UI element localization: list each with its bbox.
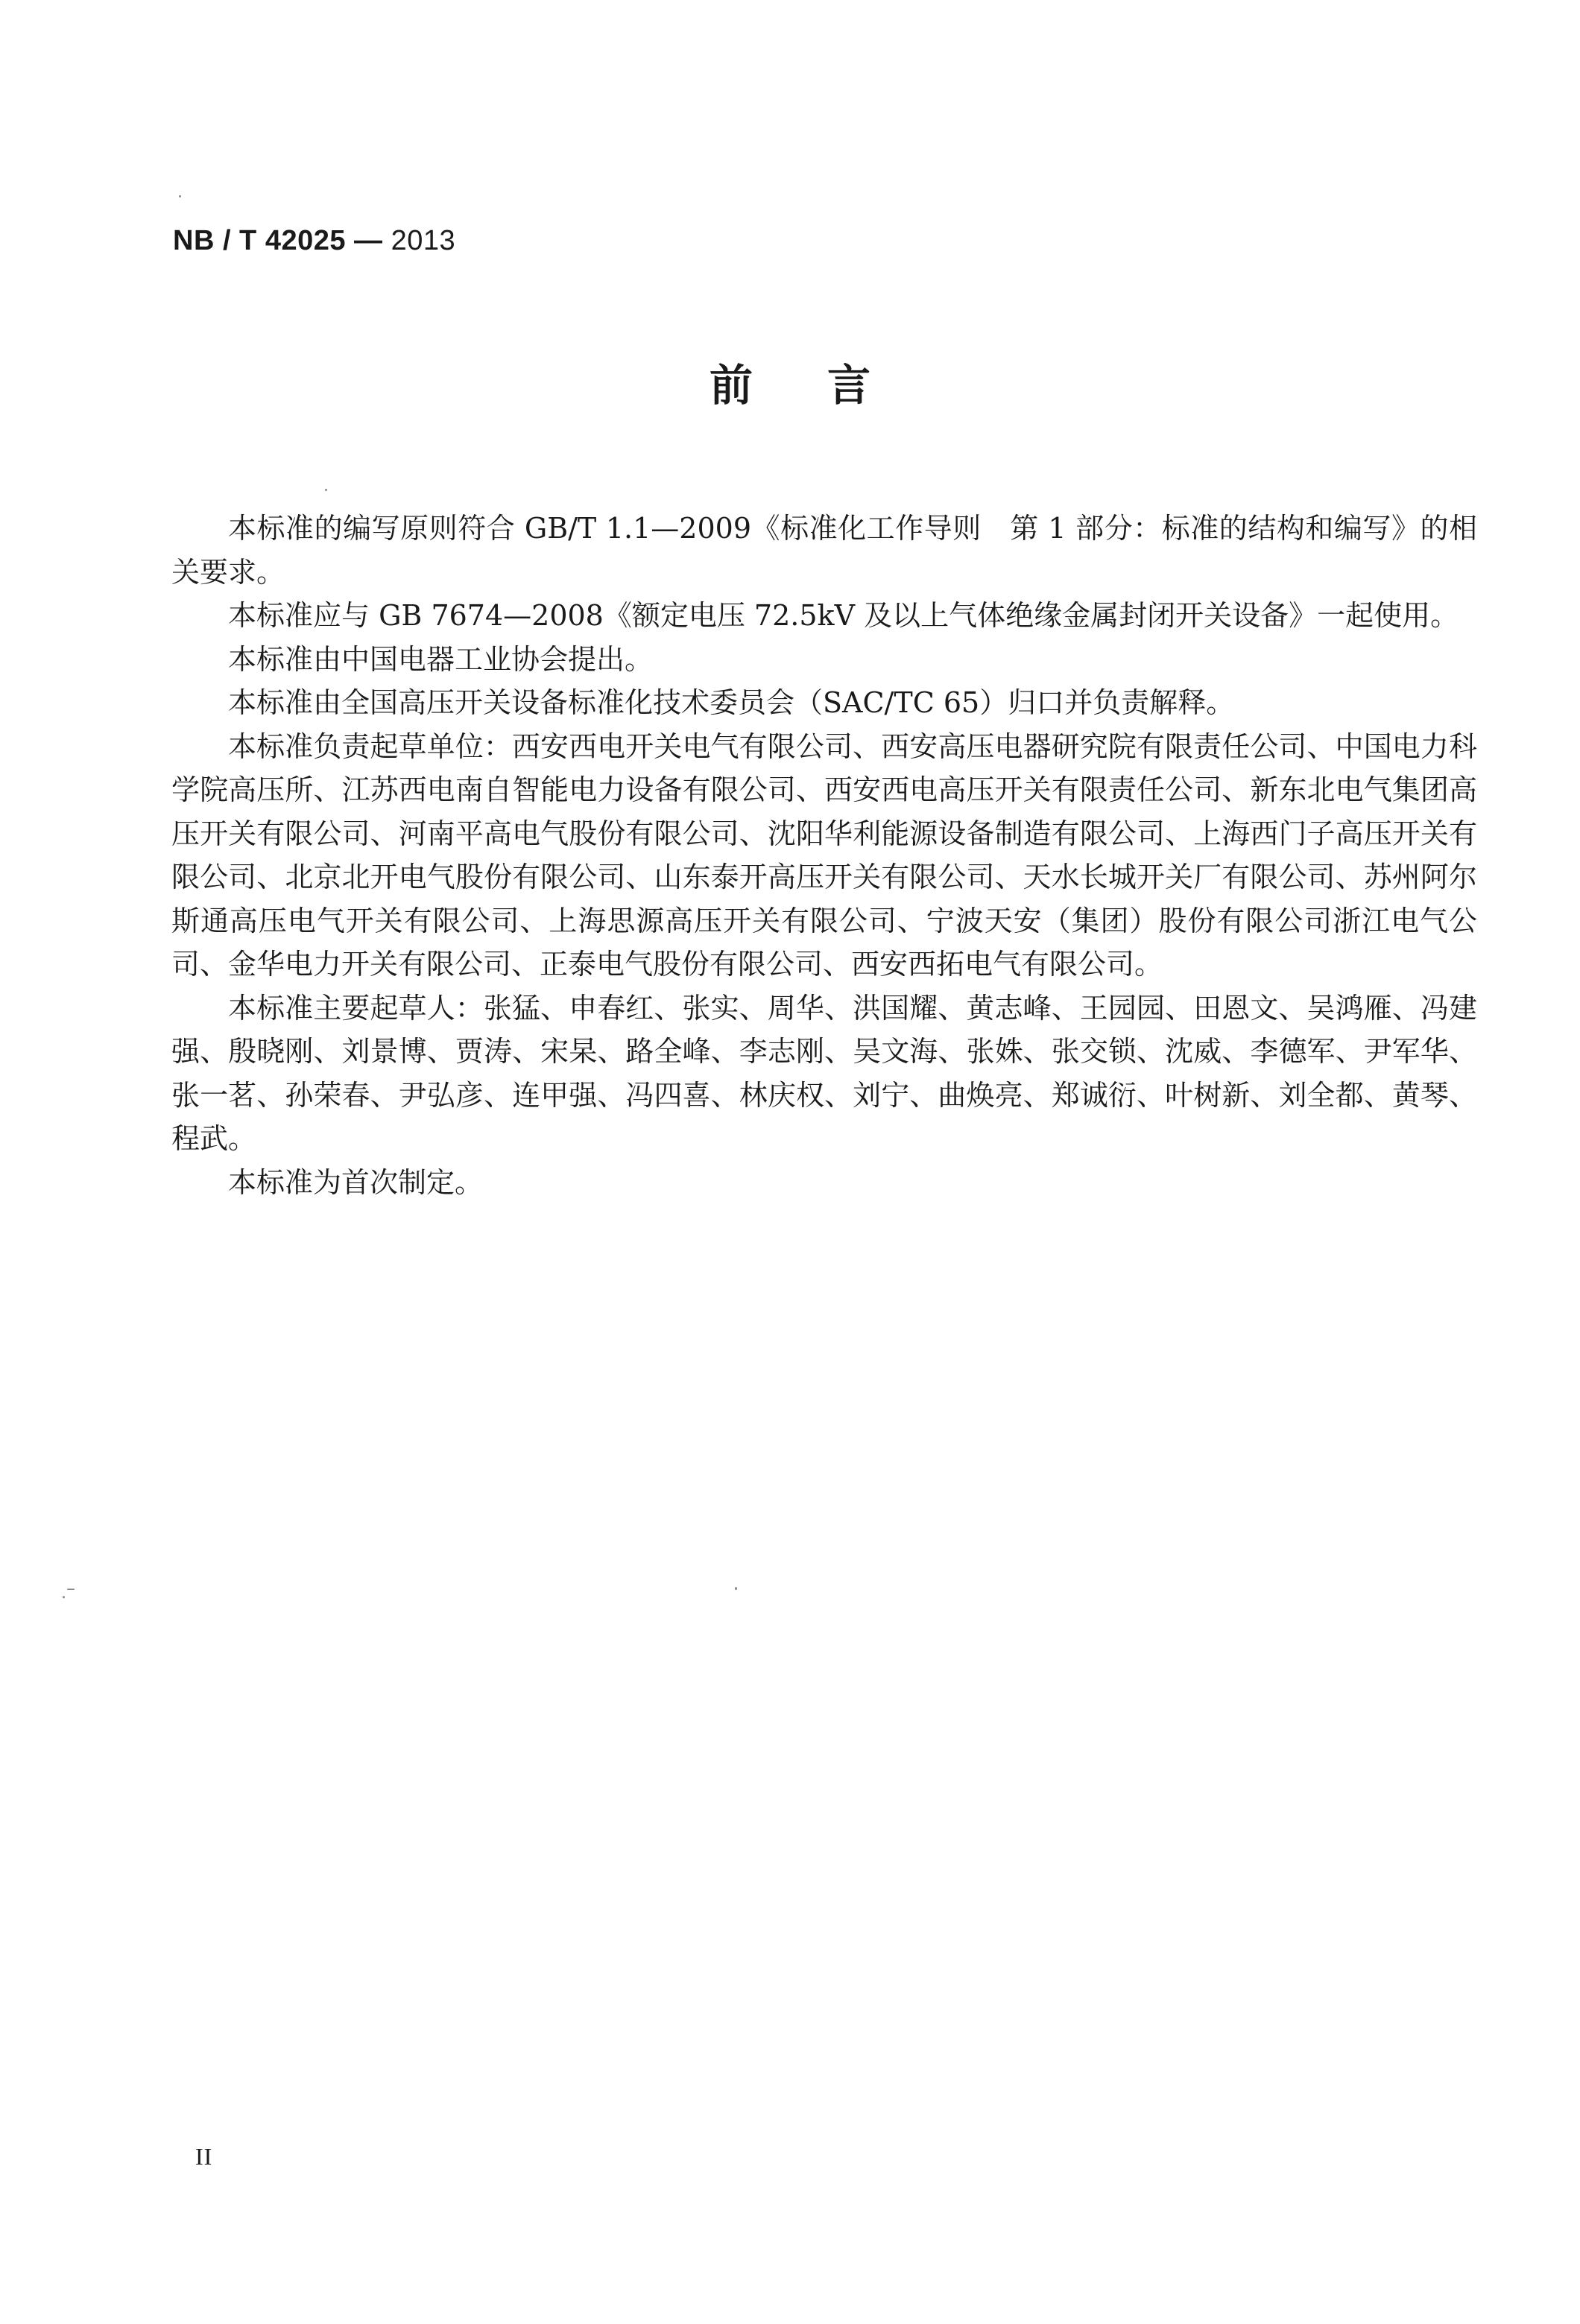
page-title: 前言 <box>709 360 945 411</box>
standard-code: NB / T 42025 <box>173 225 346 256</box>
scan-speck <box>63 1596 65 1598</box>
paragraph-technical-committee: 本标准由全国高压开关设备标准化技术委员会（SAC/TC 65）归口并负责解释。 <box>228 686 1235 719</box>
scan-speck <box>325 489 327 491</box>
paragraph-drafting-units: 本标准负责起草单位：西安西电开关电气有限公司、西安高压电器研究院有限责任公司、中国电力科学院高压所、江苏西电南自智能电力设备有限公司、西安西电高压开关有限责任公司、新东北电气集团高压开关有限公司、河南平高电气股份有限公司、沈阳华利能源设备制造有限公司、上海西门子高压开关有限公司、北京北开电气股份有限公司、山东泰开高压开关有限公司、天水长城开关厂有限公司、苏州阿尔斯通高压电气开关有限公司、上海思源高压开关有限公司、宁波天安（集团）股份有限公司浙江电气公司、金华电力开关有限公司、正泰电气股份有限公司、西安西拓电气有限公司。 <box>171 729 1477 981</box>
scan-speck <box>735 1587 737 1590</box>
paragraph-drafting-rules: 本标准的编写原则符合 GB/T 1.1—2009《标准化工作导则 第 1 部分：标准的结构和编写》的相关要求。 <box>171 512 1477 589</box>
standard-year: 2013 <box>391 225 456 256</box>
paragraph-drafters: 本标准主要起草人：张猛、申春红、张实、周华、洪国耀、黄志峰、王园园、田恩文、吴鸿雁、冯建强、殷晓刚、刘景博、贾涛、宋杲、路全峰、李志刚、吴文海、张姝、张交锁、沈威、李德军、尹军华、张一茗、孙荣春、尹弘彦、连甲强、冯四喜、林庆权、刘宁、曲焕亮、郑诚衍、叶树新、刘全都、黄琴、程武。 <box>171 991 1477 1155</box>
paragraph-proposer: 本标准由中国电器工业协会提出。 <box>228 642 654 676</box>
scan-speck <box>67 1589 75 1590</box>
scan-speck <box>179 195 181 197</box>
page-number: II <box>195 2143 213 2170</box>
standard-code-header <box>173 225 455 257</box>
code-separator: — <box>346 225 391 256</box>
paragraph-first-edition: 本标准为首次制定。 <box>228 1165 484 1199</box>
foreword-body <box>171 507 1477 1204</box>
paragraph-usage: 本标准应与 GB 7674—2008《额定电压 72.5kV 及以上气体绝缘金属封闭开关设备》一起使用。 <box>228 599 1459 632</box>
